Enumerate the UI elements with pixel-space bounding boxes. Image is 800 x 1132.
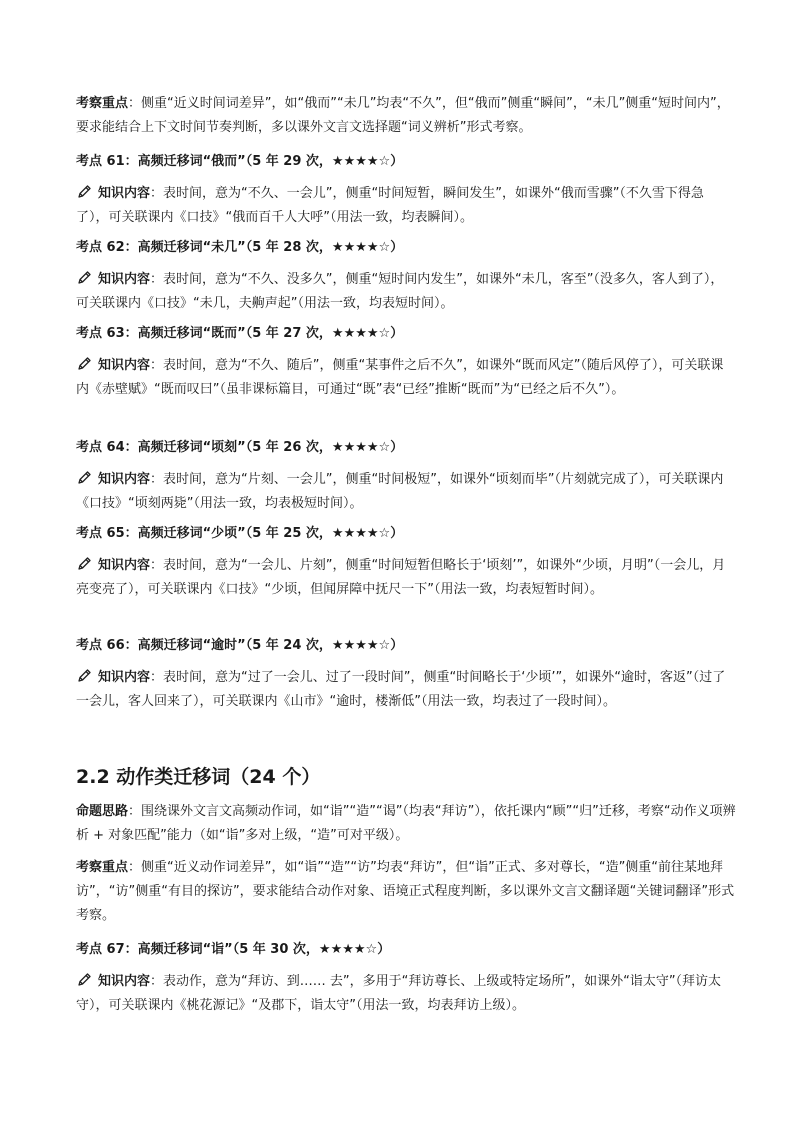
intro-text: ：侧重“近义时间词差异”，如“俄而”“未几”均表“不久”，但“俄而”侧重“瞬间”，“未几”侧重“短时间内”，要求能结合上下文时间节奏判断，多以课外文言文选择题“词义辨析”形式考察。 xyxy=(76,96,730,135)
point-66-label: 知识内容 xyxy=(98,670,151,685)
point-66-content xyxy=(76,666,736,714)
point-67-heading: 考点 67：高频迁移词“诣”（5 年 30 次，★★★★☆） xyxy=(76,942,391,957)
pencil-icon xyxy=(76,972,92,988)
point-67-content xyxy=(76,970,736,1018)
point-65-label: 知识内容 xyxy=(98,558,151,573)
point-64-label: 知识内容 xyxy=(98,472,151,487)
point-63-heading: 考点 63：高频迁移词“既而”（5 年 27 次，★★★★☆） xyxy=(76,326,404,341)
section-focus xyxy=(76,856,736,928)
point-65-heading: 考点 65：高频迁移词“少顷”（5 年 25 次，★★★★☆） xyxy=(76,526,404,541)
pencil-icon xyxy=(76,470,92,486)
point-61-heading: 考点 61：高频迁移词“俄而”（5 年 29 次，★★★★☆） xyxy=(76,154,404,169)
point-61-label: 知识内容 xyxy=(98,186,151,201)
focus-text: ：侧重“近义动作词差异”，如“诣”“造”“访”均表“拜访”，但“诣”正式、多对尊长，“造”侧重“前往某地拜访”，“访”侧重“有目的探访”，要求能结合动作对象、语境正式程度判断，多以课外文言文翻译题“关键词翻译”形式考察。 xyxy=(76,860,735,923)
point-64-text: ：表时间，意为“片刻、一会儿”，侧重“时间极短”，如课外“顷刻而毕”（片刻就完成了），可关联课内《口技》“顷刻两毙”（用法一致，均表极短时间）。 xyxy=(76,472,724,511)
section-route xyxy=(76,800,736,848)
pencil-icon xyxy=(76,356,92,372)
pencil-icon xyxy=(76,270,92,286)
intro-paragraph xyxy=(76,92,736,140)
point-63-content xyxy=(76,354,736,402)
point-64-content xyxy=(76,468,736,516)
point-61-text: ：表时间，意为“不久、一会儿”，侧重“时间短暂，瞬间发生”，如课外“俄而雪骤”（不久雪下得急了），可关联课内《口技》“俄而百千人大呼”（用法一致，均表瞬间）。 xyxy=(76,186,704,225)
point-65-text: ：表时间，意为“一会儿、片刻”，侧重“时间短暂但略长于‘顷刻’”，如课外“少顷，月明”（一会儿，月亮变亮了），可关联课内《口技》“少顷，但闻屏障中抚尺一下”（用法一致，均表短暂时间）。 xyxy=(76,558,726,597)
point-67-text: ：表动作，意为“拜访、到…… 去”，多用于“拜访尊长、上级或特定场所”，如课外“诣太守”（拜访太守），可关联课内《桃花源记》“及郡下，诣太守”（用法一致，均表拜访上级）。 xyxy=(76,974,722,1013)
point-62-text: ：表时间，意为“不久、没多久”，侧重“短时间内发生”，如课外“未几，客至”（没多久，客人到了），可关联课内《口技》“未几，夫齁声起”（用法一致，均表短时间）。 xyxy=(76,272,724,311)
point-62-label: 知识内容 xyxy=(98,272,151,287)
point-64-heading: 考点 64：高频迁移词“顷刻”（5 年 26 次，★★★★☆） xyxy=(76,440,404,455)
point-62-heading: 考点 62：高频迁移词“未几”（5 年 28 次，★★★★☆） xyxy=(76,240,404,255)
point-62-content xyxy=(76,268,736,316)
pencil-icon xyxy=(76,184,92,200)
point-61-content xyxy=(76,182,736,230)
focus-label: 考察重点 xyxy=(76,860,129,875)
section-title: 2.2 动作类迁移词（24 个） xyxy=(76,766,321,788)
intro-label: 考察重点 xyxy=(76,96,129,111)
point-66-text: ：表时间，意为“过了一会儿、过了一段时间”，侧重“时间略长于‘少顷’”，如课外“逾时，客返”（过了一会儿，客人回来了），可关联课内《山市》“逾时，楼渐低”（用法一致，均表过了一段时间）。 xyxy=(76,670,726,709)
pencil-icon xyxy=(76,556,92,572)
point-65-content xyxy=(76,554,736,602)
route-text: ：围绕课外文言文高频动作词，如“诣”“造”“谒”（均表“拜访”），依托课内“顾”“归”迁移，考察“动作义项辨析 + 对象匹配”能力（如“诣”多对上级，“造”可对平级）。 xyxy=(76,804,736,843)
point-67-label: 知识内容 xyxy=(98,974,151,989)
pencil-icon xyxy=(76,668,92,684)
point-63-text: ：表时间，意为“不久、随后”，侧重“某事件之后不久”，如课外“既而风定”（随后风停了），可关联课内《赤壁赋》“既而叹曰”（虽非课标篇目，可通过“既”表“已经”推断“既而”为“已经之后不久”）。 xyxy=(76,358,724,397)
point-66-heading: 考点 66：高频迁移词“逾时”（5 年 24 次，★★★★☆） xyxy=(76,638,404,653)
route-label: 命题思路 xyxy=(76,804,129,819)
point-63-label: 知识内容 xyxy=(98,358,151,373)
